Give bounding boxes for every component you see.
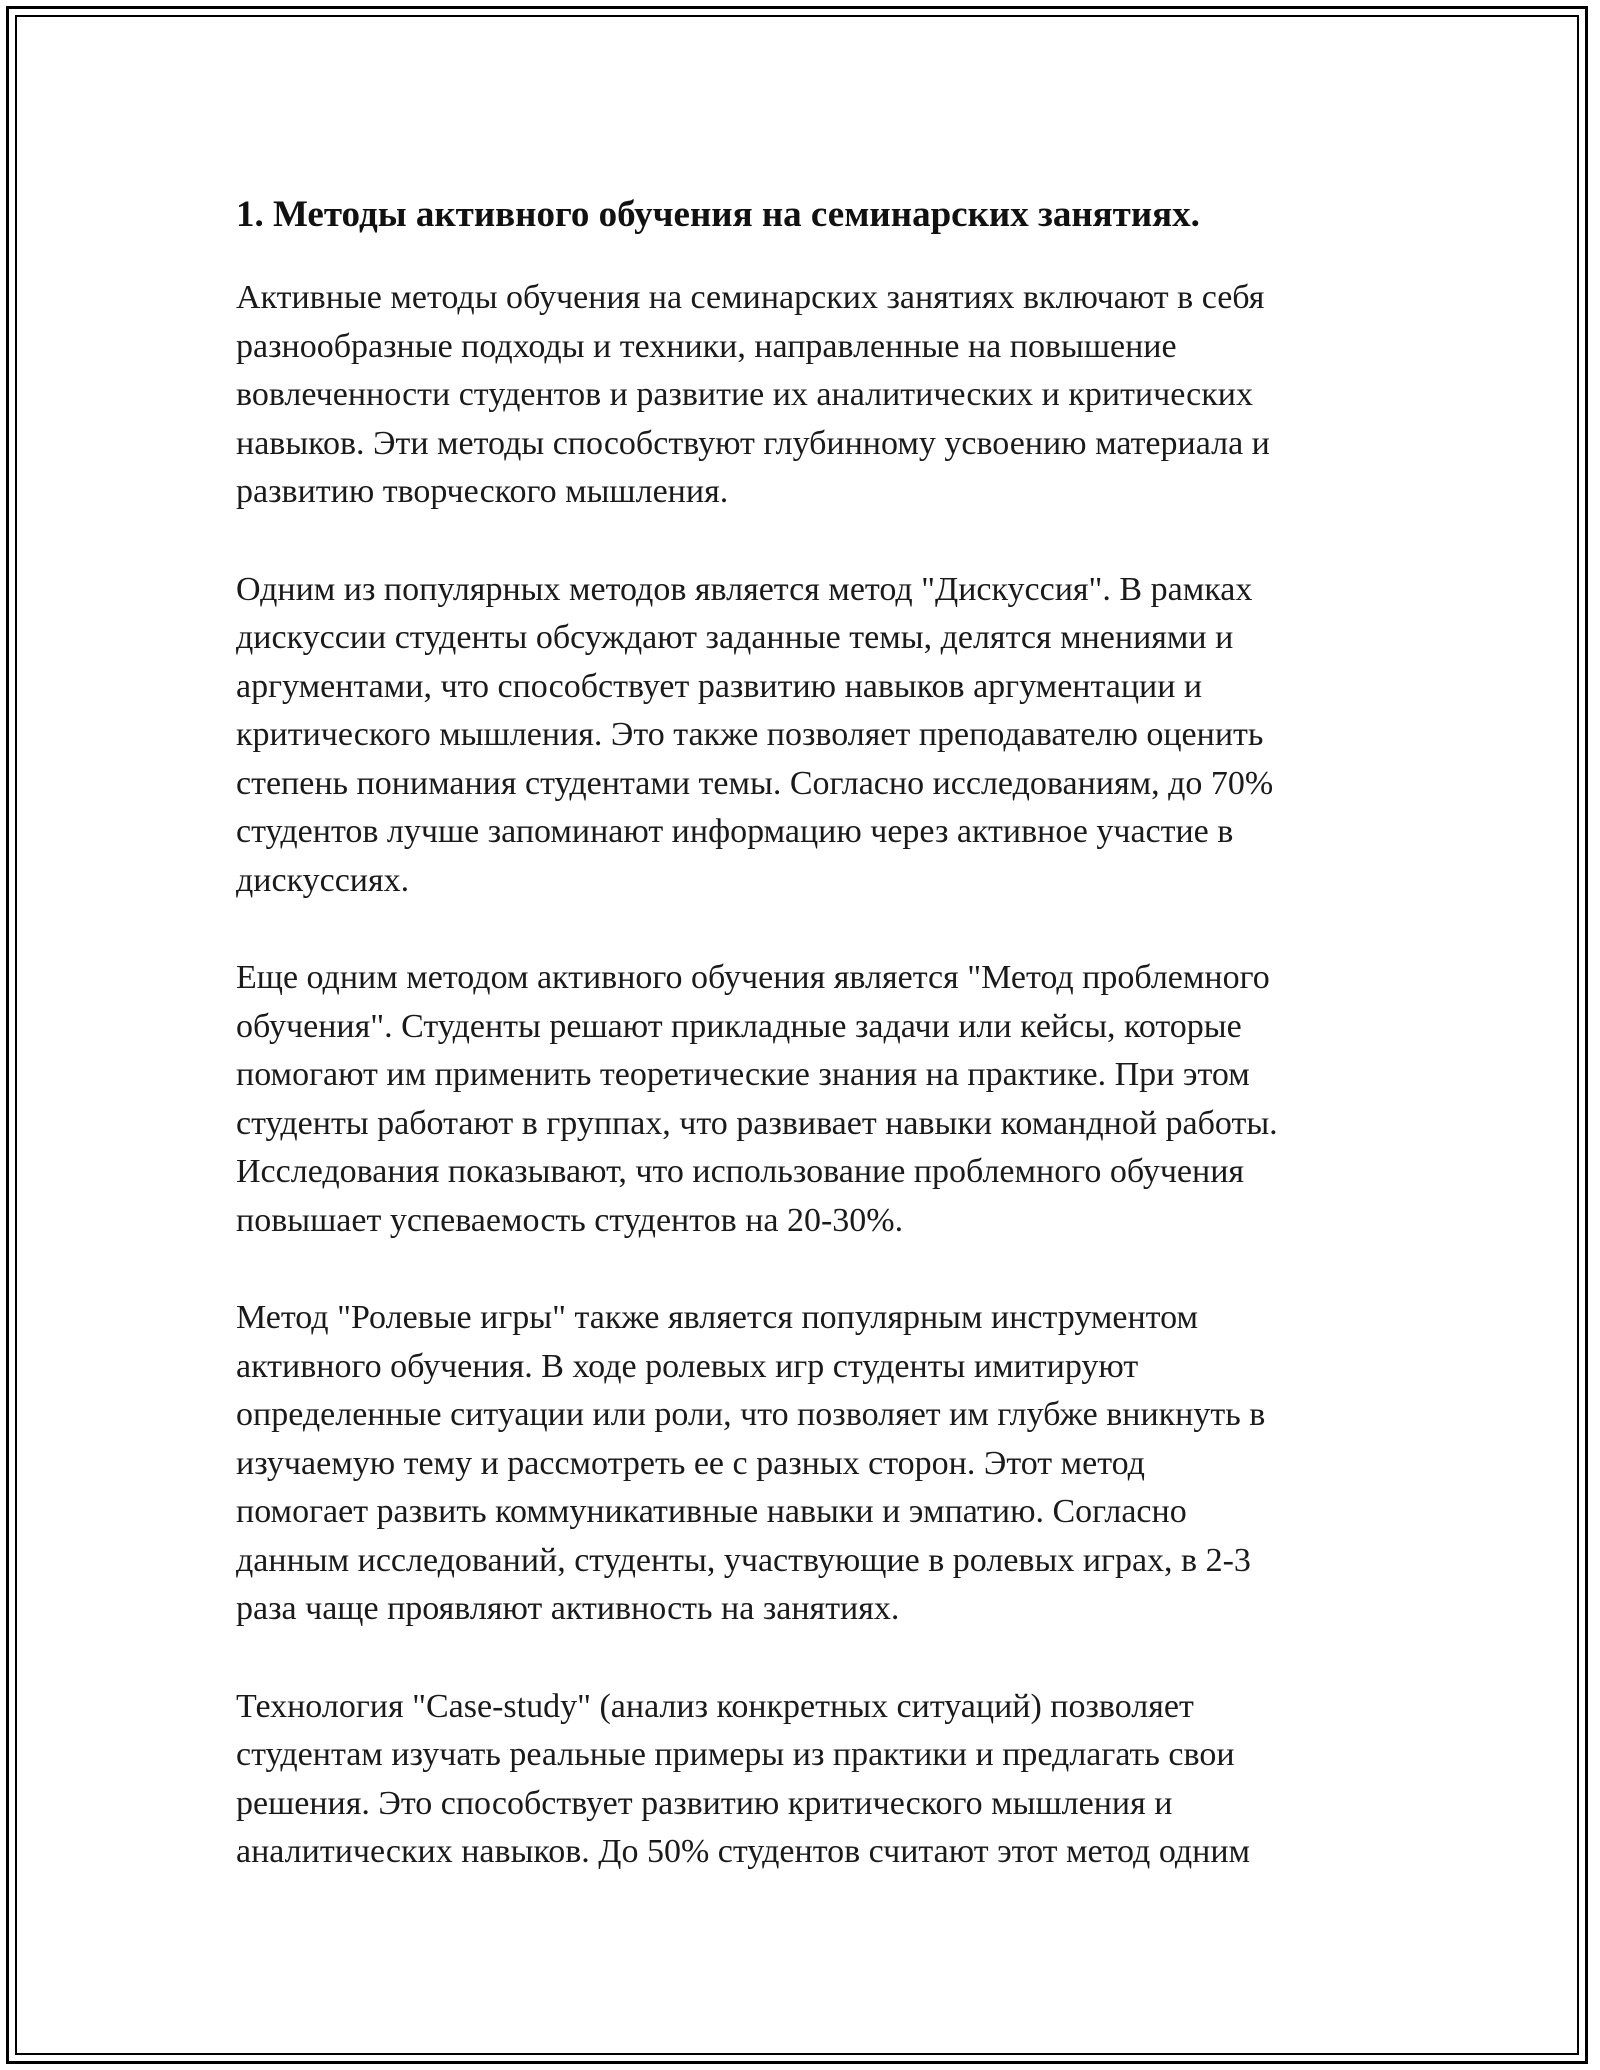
paragraph-problem-learning: Еще одним методом активного обучения является "Метод проблемного обучения". Студенты решают прикладные задачи или кейсы, которые помогают им применить теоретические знания на практике. При этом студенты работают в группах, что развивает навыки командной работы. Исследования показывают, что использование проблемного обучения повышает успеваемость студентов на 20-30%. [236,959,1278,1239]
paragraph-discussion: Одним из популярных методов является метод "Дискуссия". В рамках дискуссии студенты обсуждают заданные темы, делятся мнениями и аргументами, что способствует развитию навыков аргументации и критического мышления. Это также позволяет преподавателю оценить степень понимания студентами темы. Согласно исследованиям, до 70% студентов лучше запоминают информацию через активное участие в дискуссиях. [236,570,1274,899]
paragraph-case-study: Технология "Case-study" (анализ конкретных ситуаций) позволяет студентам изучать реальные примеры из практики и предлагать свои решения. Это способствует развитию критического мышления и аналитических навыков. До 50% студентов считают этот метод одним [236,1687,1251,1870]
paragraph-intro: Активные методы обучения на семинарских занятиях включают в себя разнообразные подходы и техники, направленные на повышение вовлеченности студентов и развитие их аналитических и критических навыков. Эти методы способствуют глубинному усвоению материала и развитию творческого мышления. [236,279,1270,510]
paragraph-role-play: Метод "Ролевые игры" также является популярным инструментом активного обучения. В ходе ролевых игр студенты имитируют определенные ситуации или роли, что позволяет им глубже вникнуть в изучаемую тему и рассмотреть ее с разных сторон. Этот метод помогает развить коммуникативные навыки и эмпатию. Согласно данным исследований, студенты, участвующие в ролевых играх, в 2-3 раза чаще проявляют активность на занятиях. [236,1299,1266,1627]
document-body [236,186,1386,1926]
section-heading: 1. Методы активного обучения на семинарских занятиях. [236,194,1200,235]
